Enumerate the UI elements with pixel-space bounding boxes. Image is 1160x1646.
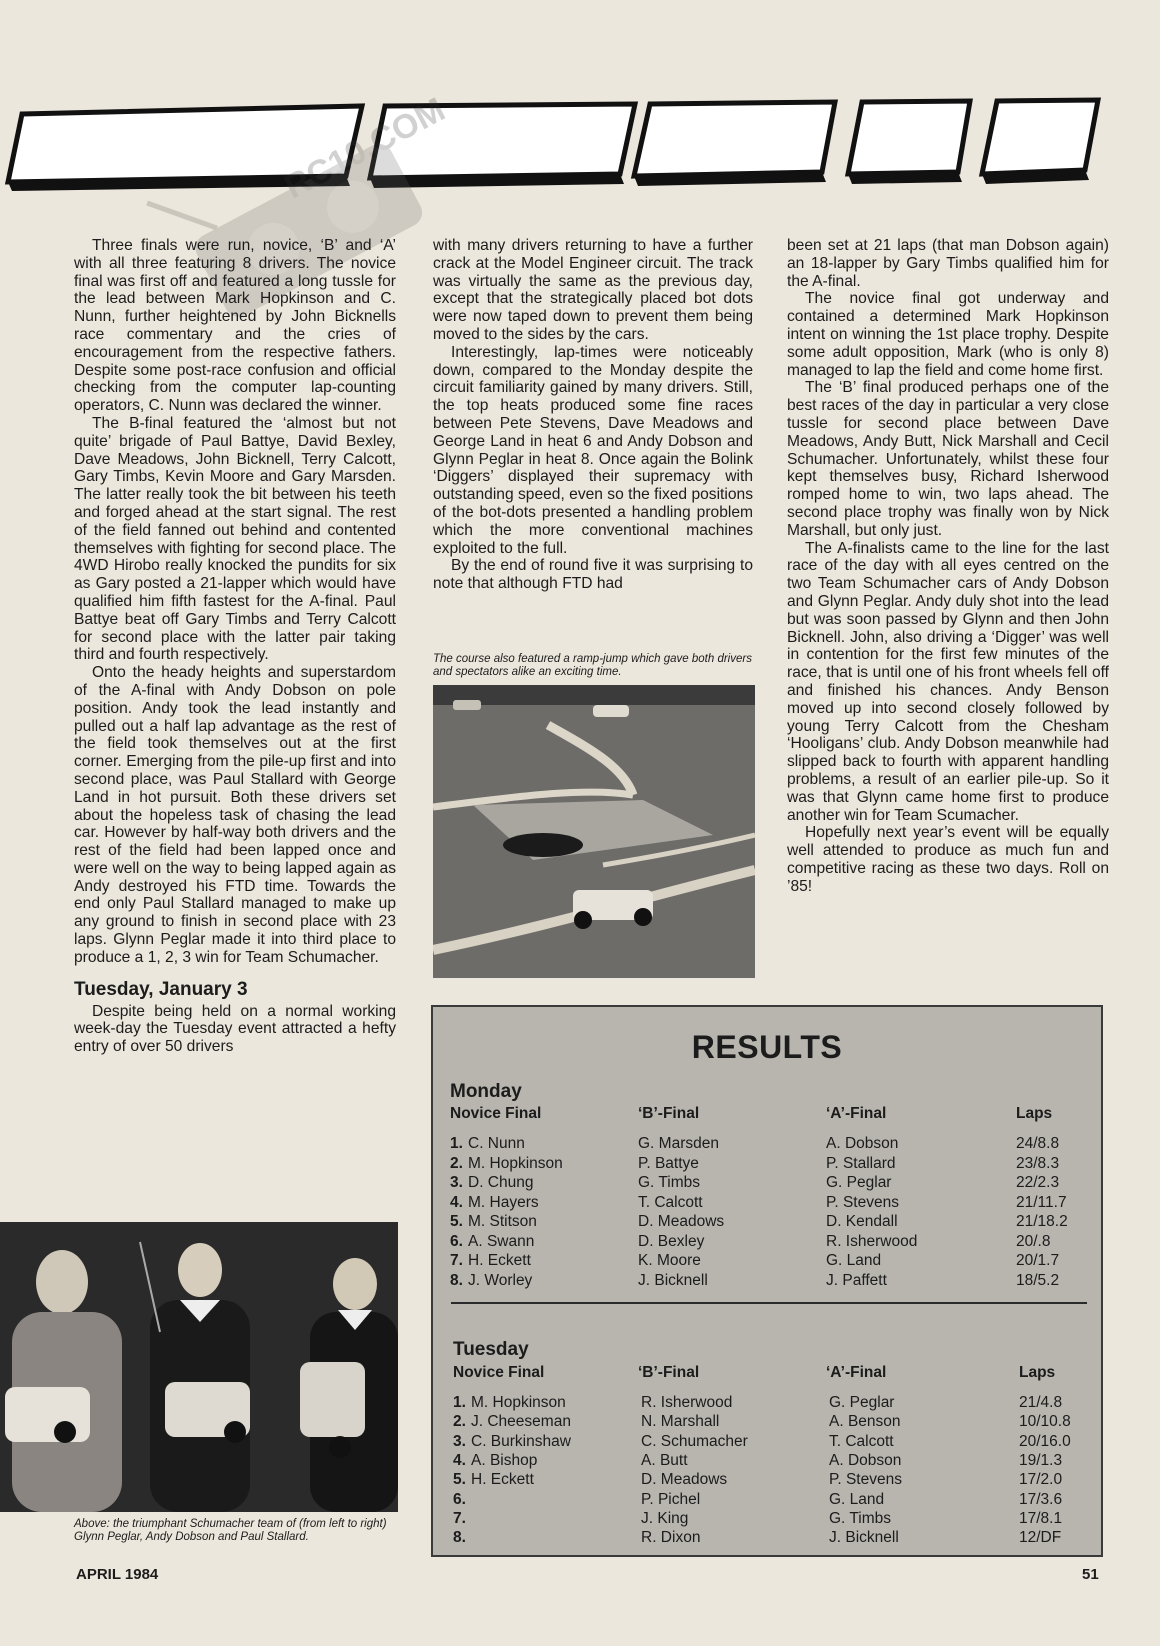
b-final-driver: D. Bexley	[638, 1232, 705, 1250]
novice-driver: H. Eckett	[471, 1471, 534, 1489]
laps-time: 21/4.8	[1019, 1394, 1063, 1411]
a-final-driver: A. Benson	[829, 1413, 901, 1431]
a-final-driver: G. Land	[826, 1252, 882, 1269]
a-final-driver: A. Dobson	[826, 1135, 899, 1152]
results-row	[453, 1433, 1093, 1452]
place-number: 8.	[453, 1529, 466, 1547]
header-a-final: ‘A’-Final	[826, 1105, 887, 1122]
course-photo	[433, 685, 755, 978]
b-final-driver: D. Meadows	[638, 1213, 725, 1230]
place-number: 1.	[450, 1135, 463, 1152]
b-final-driver: D. Meadows	[641, 1471, 728, 1489]
laps-time: 17/8.1	[1019, 1509, 1063, 1527]
laps-time: 24/8.8	[1016, 1135, 1060, 1152]
paragraph: Three finals were run, novice, ‘B’ and ‘A’ with all three featuring 8 drivers. The novice final was first off and featured a long tussle for the lead between Mark Hopkinson and C. Nunn, further heightened by John Bicknells race commentary and the cries of encouragement from the respective fathers. Despite some post-race confusion and official checking from the computer lap-counting operators, C. Nunn was declared the winner.	[74, 237, 396, 415]
novice-driver: M. Hayers	[468, 1193, 539, 1211]
paragraph: been set at 21 laps (that man Dobson again) an 18-lapper by Gary Timbs qualified him for the A-final.	[787, 237, 1109, 290]
results-row	[450, 1135, 1090, 1154]
place-number: 5.	[453, 1471, 466, 1489]
b-final-driver: J. Bicknell	[638, 1271, 708, 1289]
place-number: 5.	[450, 1213, 463, 1230]
results-row	[450, 1155, 1090, 1174]
novice-driver: M. Stitson	[468, 1213, 537, 1230]
b-final-driver: T. Calcott	[638, 1193, 703, 1211]
b-final-driver: G. Timbs	[638, 1174, 701, 1191]
results-row	[453, 1452, 1093, 1471]
b-final-driver: G. Marsden	[638, 1135, 719, 1152]
place-number: 4.	[450, 1193, 463, 1211]
novice-driver: J. Worley	[468, 1271, 533, 1289]
results-row	[453, 1413, 1093, 1432]
paragraph: Onto the heady heights and superstardom of the A-final with Andy Dobson on pole position. Andy took the lead instantly and pulled out a half lap advantage as the rest of the field took themselves out at the first corner. Emerging from the pile-up first and into second place, was Paul Stallard with George Land in hot pursuit. Both these drivers set about the hopeless task of chasing the lead car. However by half-way both drivers and the rest of the field had been lapped once and were well on the way to being lapped again as Andy destroyed his FTD time. Towards the end only Paul Stallard managed to make up any ground to finish in second place with 23 laps. Glynn Peglar made it into third place to produce a 1, 2, 3 win for Team Schumacher.	[74, 664, 396, 966]
place-number: 6.	[450, 1232, 463, 1250]
paragraph: The B-final featured the ‘almost but not quite’ brigade of Paul Battye, David Bexley, Dave Meadows, John Bicknell, Terry Calcott, Gary Timbs, Kevin Moore and Gary Marsden. The latter really took the bit between his teeth and forged ahead at the start signal. The rest of the field fanned out behind and contented themselves with fighting for second place. The 4WD Hirobo really knocked the pundits for six as Gary posted a 21-lapper which would have qualified him fifth fastest for the A-final. Paul Battye beat off Gary Timbs and Terry Calcott for second place with the latter pair taking third and fourth respectively.	[74, 414, 396, 664]
novice-driver: M. Hopkinson	[471, 1394, 566, 1411]
header-novice: Novice Final	[450, 1105, 542, 1122]
monday-label: Monday	[450, 1081, 522, 1102]
place-number: 6.	[453, 1490, 466, 1508]
laps-time: 12/DF	[1019, 1529, 1062, 1547]
paragraph: The novice final got underway and contained a determined Mark Hopkinson intent on winning the 1st place trophy. Despite some adult opposition, Mark (who is only 8) managed to lap the field and come home first.	[787, 290, 1109, 379]
results-divider	[451, 1302, 1087, 1304]
results-row	[450, 1213, 1090, 1232]
a-final-driver: R. Isherwood	[826, 1232, 918, 1250]
laps-time: 19/1.3	[1019, 1451, 1063, 1469]
novice-driver: C. Nunn	[468, 1135, 525, 1152]
page-number: 51	[1082, 1566, 1099, 1583]
laps-time: 21/11.7	[1016, 1193, 1067, 1211]
paragraph: Hopefully next year’s event will be equally well attended to produce as much fun and competitive racing as these two days. Roll on ’85!	[787, 824, 1109, 895]
results-row	[453, 1510, 1093, 1529]
a-final-driver: P. Stevens	[829, 1471, 902, 1489]
watermark-text: RC10.COM	[278, 90, 452, 207]
a-final-driver: G. Peglar	[829, 1394, 895, 1411]
results-row	[453, 1529, 1093, 1548]
results-row	[453, 1471, 1093, 1490]
novice-driver: D. Chung	[468, 1174, 534, 1191]
course-photo-caption: The course also featured a ramp-jump which gave both drivers and spectators alike an exciting time.	[433, 653, 752, 678]
b-final-driver: P. Battye	[638, 1154, 699, 1172]
b-final-driver: J. King	[641, 1509, 689, 1527]
laps-time: 20/1.7	[1016, 1252, 1060, 1269]
tuesday-label: Tuesday	[453, 1339, 529, 1360]
laps-time: 20/16.0	[1019, 1432, 1071, 1450]
section-subhead: Tuesday, January 3	[74, 978, 248, 1000]
results-row	[453, 1491, 1093, 1510]
header-laps: Laps	[1016, 1105, 1053, 1122]
a-final-driver: J. Bicknell	[829, 1529, 899, 1547]
place-number: 2.	[453, 1413, 466, 1431]
b-final-driver: C. Schumacher	[641, 1432, 748, 1450]
paragraph: Despite being held on a normal working week-day the Tuesday event attracted a hefty entry of over 50 drivers	[74, 1002, 396, 1056]
b-final-driver: R. Dixon	[641, 1529, 701, 1547]
a-final-driver: P. Stevens	[826, 1193, 899, 1211]
a-final-driver: G. Timbs	[829, 1509, 892, 1527]
header-b-final: ‘B’-Final	[638, 1105, 700, 1122]
team-photo-caption: Above: the triumphant Schumacher team of (from left to right) Glynn Peglar, Andy Dobson and Paul Stallard.	[74, 1518, 387, 1543]
a-final-driver: G. Peglar	[826, 1174, 892, 1191]
issue-date: APRIL 1984	[76, 1566, 159, 1583]
paragraph: The A-finalists came to the line for the last race of the day with all eyes centred on the two Team Schumacher cars of Andy Dobson and Glynn Peglar. Andy duly shot into the lead but was soon passed by Glynn and then John Bicknell. John, also driving a ‘Digger’ was well in contention for the first few minutes of the race, that is until one of his front wheels fell off and finished his chances. Andy Benson moved up into second closely followed by young Terry Calcott from the Chesham ‘Hooligans’ club. Andy Dobson meanwhile had slipped back to fourth with apparent handling problems, a result of an earlier pile-up. So it was that Glynn came home first to produce another win for Team Scumacher.	[787, 539, 1109, 824]
results-row	[450, 1174, 1090, 1193]
paragraph: Interestingly, lap-times were noticeably down, compared to the Monday despite the circuit familiarity gained by many drivers. Still, the top heats produced some fine races between Pete Stevens, Dave Meadows and George Land in heat 6 and Andy Dobson and Glynn Peglar in heat 8. Once again the Bolink ‘Diggers’ displayed their supremacy with outstanding speed, even so the fixed positions of the bot-dots presented a handling problem which the more conventional machines exploited to the full.	[433, 343, 753, 557]
header-b-final: ‘B’-Final	[638, 1364, 700, 1381]
a-final-driver: P. Stallard	[826, 1154, 896, 1172]
header-novice: Novice Final	[453, 1364, 545, 1381]
place-number: 8.	[450, 1271, 463, 1289]
place-number: 3.	[450, 1174, 463, 1191]
novice-driver: M. Hopkinson	[468, 1154, 563, 1172]
a-final-driver: A. Dobson	[829, 1451, 902, 1469]
b-final-driver: P. Pichel	[641, 1490, 701, 1508]
header-title-boxes	[0, 96, 1160, 191]
article-column-2	[433, 237, 753, 593]
a-final-driver: T. Calcott	[829, 1432, 894, 1450]
laps-time: 17/3.6	[1019, 1490, 1063, 1508]
results-title: RESULTS	[691, 1029, 843, 1065]
paragraph: By the end of round five it was surprising to note that although FTD had	[433, 557, 753, 593]
a-final-driver: J. Paffett	[826, 1271, 887, 1289]
b-final-driver: N. Marshall	[641, 1413, 720, 1431]
results-row	[450, 1194, 1090, 1213]
team-photo	[0, 1222, 398, 1512]
results-box	[431, 1005, 1103, 1557]
novice-driver: C. Burkinshaw	[471, 1432, 571, 1450]
novice-driver: J. Cheeseman	[471, 1413, 571, 1431]
article-column-1	[74, 237, 396, 1056]
laps-time: 10/10.8	[1019, 1413, 1071, 1431]
novice-driver: H. Eckett	[468, 1252, 531, 1269]
a-final-driver: G. Land	[829, 1490, 885, 1508]
results-row	[450, 1233, 1090, 1252]
b-final-driver: R. Isherwood	[641, 1394, 733, 1411]
laps-time: 22/2.3	[1016, 1174, 1060, 1191]
laps-time: 18/5.2	[1016, 1271, 1060, 1289]
b-final-driver: A. Butt	[641, 1451, 688, 1469]
b-final-driver: K. Moore	[638, 1252, 701, 1269]
a-final-driver: D. Kendall	[826, 1213, 898, 1230]
novice-driver: A. Bishop	[471, 1451, 538, 1469]
results-row	[450, 1272, 1090, 1291]
place-number: 3.	[453, 1432, 466, 1450]
place-number: 4.	[453, 1451, 466, 1469]
paragraph: The ‘B’ final produced perhaps one of the best races of the day in particular a very close tussle for second place between Dave Meadows, Andy Butt, Nick Marshall and Cecil Schumacher. Unfortunately, whilst these four kept themselves busy, Richard Isherwood romped home to win, two laps ahead. The second place trophy was finally won by Nick Marshall, but only just.	[787, 379, 1109, 539]
place-number: 2.	[450, 1154, 463, 1172]
results-row	[453, 1394, 1093, 1413]
team-photo-image	[0, 1222, 398, 1512]
place-number: 1.	[453, 1394, 466, 1411]
novice-driver: A. Swann	[468, 1232, 535, 1250]
article-column-3	[787, 237, 1109, 895]
place-number: 7.	[453, 1509, 466, 1527]
header-a-final: ‘A’-Final	[826, 1364, 887, 1381]
laps-time: 23/8.3	[1016, 1154, 1060, 1172]
laps-time: 20/.8	[1016, 1232, 1051, 1250]
results-row	[450, 1252, 1090, 1271]
header-boxes-graphic	[0, 96, 1160, 191]
header-laps: Laps	[1019, 1364, 1056, 1381]
laps-time: 17/2.0	[1019, 1471, 1063, 1489]
laps-time: 21/18.2	[1016, 1213, 1068, 1230]
course-photo-image	[433, 685, 755, 978]
paragraph: with many drivers returning to have a further crack at the Model Engineer circuit. The track was virtually the same as the previous day, except that the strategically placed bot dots were now taped down to prevent them being moved to the sides by the cars.	[433, 237, 753, 343]
place-number: 7.	[450, 1252, 463, 1269]
